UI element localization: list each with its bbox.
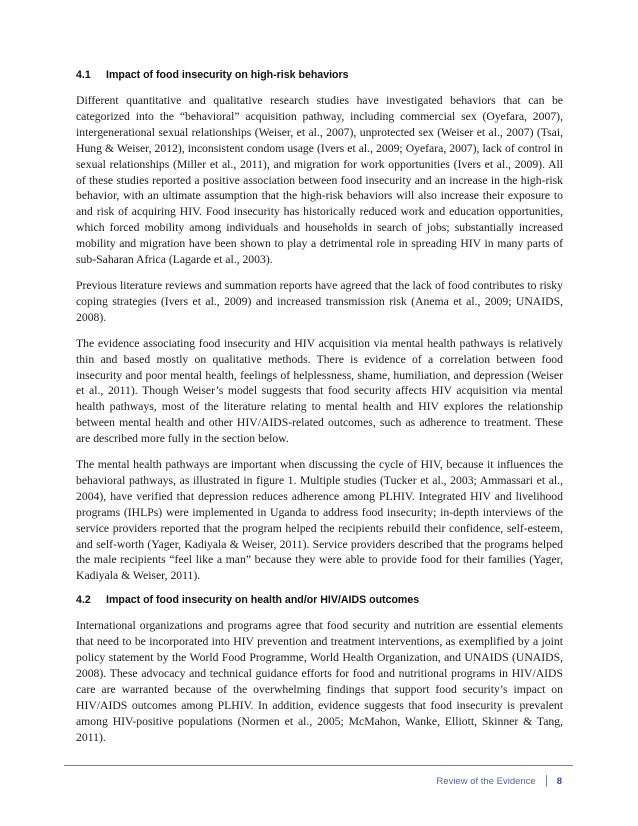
footer-divider xyxy=(64,765,573,766)
section-title: Impact of food insecurity on health and/or HIV/AIDS outcomes xyxy=(106,594,420,607)
page-number: 8 xyxy=(556,775,562,787)
section-heading-4-2 xyxy=(76,594,563,606)
paragraph: The mental health pathways are important when discussing the cycle of HIV, because it influences the behavioral pathways, as illustrated in figure 1. Multiple studies (Tucker et al., 2003; Ammassari et al., 2004), have verified that depression reduces adherence among PLHIV. Integrated HIV and livelihood programs (IHLPs) were implemented in Uganda to address food insecurity; in-depth interviews of the service providers reported that the program helped the recipients rebuild their confidence, self-esteem, and self-worth (Yager, Kadiyala & Weiser, 2011). Service providers described that the programs helped the male recipients “feel like a man” because they were able to provide food for their families (Yager, Kadiyala & Weiser, 2011). xyxy=(76,458,563,583)
section-number: 4.1 xyxy=(76,69,91,81)
paragraph: International organizations and programs agree that food security and nutrition are essential elements that need to be incorporated into HIV prevention and treatment interventions, as exemplified by a joint policy statement by the World Food Programme, World Health Organization, and UNAIDS (UNAIDS, 2008). These advocacy and technical guidance efforts for food and nutritional programs in HIV/AIDS care are warranted because of the overwhelming findings that support food security’s impact on HIV/AIDS outcomes among PLHIV. In addition, evidence suggests that food insecurity is prevalent among HIV-positive populations (Normen et al., 2005; McMahon, Wanke, Elliott, Skinner & Tang, 2011). xyxy=(76,619,563,744)
section-number: 4.2 xyxy=(76,594,91,607)
section-title: Impact of food insecurity on high-risk behaviors xyxy=(106,69,349,81)
page-body xyxy=(76,69,563,756)
paragraph: The evidence associating food insecurity and HIV acquisition via mental health pathways is relatively thin and based mostly on qualitative methods. There is evidence of a correlation between food insecurity and poor mental health, feelings of helplessness, shame, humiliation, and depression (Weiser et al., 2011). Though Weiser’s model suggests that food security affects HIV acquisition via mental health pathways, most of the literature relating to mental health and HIV explores the relationship between mental health and other HIV/AIDS-related outcomes, such as adherence to treatment. These are described more fully in the section below. xyxy=(76,336,563,446)
paragraph: Previous literature reviews and summation reports have agreed that the lack of food contributes to risky coping strategies (Ivers et al., 2009) and increased transmission risk (Anema et al., 2009; UNAIDS, 2008). xyxy=(76,278,563,324)
footer-separator xyxy=(546,775,547,787)
footer-label: Review of the Evidence xyxy=(436,775,536,787)
page-footer xyxy=(436,775,562,787)
section-heading-4-1 xyxy=(76,69,563,81)
paragraph: Different quantitative and qualitative research studies have investigated behaviors that can be categorized into the “behavioral” acquisition pathway, including commercial sex (Oyefara, 2007), intergenerational sexual relationships (Weiser, et al., 2007), unprotected sex (Weiser et al., 2007) (Tsai, Hung & Weiser, 2012), inconsistent condom usage (Ivers et al., 2009; Oyefara, 2007), lack of control in sexual relationships (Miller et al., 2011), and migration for work opportunities (Ivers et al., 2009). All of these studies reported a positive association between food insecurity and an increase in the high-risk behavior, with an ultimate assumption that the high-risk behaviors will also increase their exposure to and risk of acquiring HIV. Food insecurity has historically reduced work and education opportunities, which forced mobility among individuals and households in search of jobs; substantially increased mobility and migration have been shown to play a detrimental role in spreading HIV in many parts of sub-Saharan Africa (Lagarde et al., 2003). xyxy=(76,94,563,267)
